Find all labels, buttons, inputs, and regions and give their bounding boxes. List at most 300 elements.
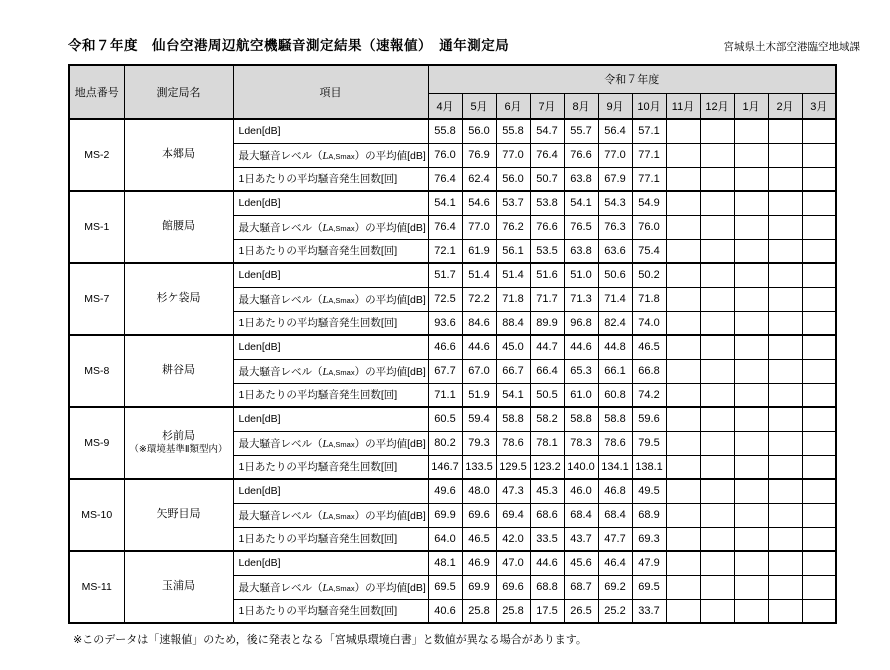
- item-label: [233, 527, 428, 551]
- value-cell: [700, 287, 734, 311]
- value-cell: 84.6: [462, 311, 496, 335]
- value-cell: 68.8: [530, 575, 564, 599]
- value-cell: [802, 359, 836, 383]
- value-cell: 63.8: [564, 239, 598, 263]
- item-label: [233, 455, 428, 479]
- value-cell: 44.6: [530, 551, 564, 575]
- item-label-text: Lden[dB]: [238, 485, 281, 498]
- value-cell: 48.1: [428, 551, 462, 575]
- value-cell: 46.6: [428, 335, 462, 359]
- value-cell: 59.6: [632, 407, 666, 431]
- item-label-text: Lden[dB]: [238, 125, 281, 138]
- value-cell: [666, 503, 700, 527]
- item-label: [233, 599, 428, 623]
- item-label-suffix: ）の平均値[dB]: [354, 437, 426, 450]
- item-label-suffix: ）の平均値[dB]: [354, 581, 426, 594]
- value-cell: [802, 215, 836, 239]
- station-id: MS-2: [69, 119, 124, 191]
- value-cell: [700, 407, 734, 431]
- value-cell: [802, 599, 836, 623]
- value-cell: 33.5: [530, 527, 564, 551]
- value-cell: [768, 479, 802, 503]
- station-name: [124, 551, 233, 623]
- value-cell: 129.5: [496, 455, 530, 479]
- value-cell: 146.7: [428, 455, 462, 479]
- value-cell: [666, 359, 700, 383]
- value-cell: 80.2: [428, 431, 462, 455]
- value-cell: [802, 263, 836, 287]
- value-cell: [666, 191, 700, 215]
- item-label: [233, 215, 428, 239]
- value-cell: [802, 407, 836, 431]
- item-label-text: Lden[dB]: [238, 197, 281, 210]
- item-label-text: Lden[dB]: [238, 413, 281, 426]
- value-cell: 69.9: [462, 575, 496, 599]
- value-cell: [734, 431, 768, 455]
- value-cell: 60.5: [428, 407, 462, 431]
- department-name: 宮城県土木部空港臨空地域課: [723, 41, 860, 53]
- value-cell: [700, 311, 734, 335]
- value-cell: 50.7: [530, 167, 564, 191]
- value-cell: [666, 479, 700, 503]
- value-cell: 71.8: [496, 287, 530, 311]
- value-cell: 63.8: [564, 167, 598, 191]
- item-label-sub: A,Smax: [328, 439, 355, 449]
- value-cell: 58.8: [496, 407, 530, 431]
- station-name-text: 耕谷局: [162, 364, 195, 377]
- value-cell: 47.7: [598, 527, 632, 551]
- item-label: [233, 383, 428, 407]
- value-cell: 66.4: [530, 359, 564, 383]
- item-label-sub: A,Smax: [328, 151, 355, 161]
- value-cell: 79.5: [632, 431, 666, 455]
- value-cell: [802, 311, 836, 335]
- station-name-text: 矢野目局: [156, 508, 201, 521]
- value-cell: 71.3: [564, 287, 598, 311]
- month-header: 8月: [564, 93, 598, 119]
- value-cell: 77.0: [462, 215, 496, 239]
- value-cell: 25.8: [462, 599, 496, 623]
- value-cell: [666, 455, 700, 479]
- value-cell: 67.7: [428, 359, 462, 383]
- item-label-suffix: ）の平均値[dB]: [354, 365, 426, 378]
- value-cell: 54.7: [530, 119, 564, 143]
- item-label: [233, 431, 428, 455]
- value-cell: 46.4: [598, 551, 632, 575]
- value-cell: [768, 191, 802, 215]
- value-cell: 56.1: [496, 239, 530, 263]
- value-cell: 51.9: [462, 383, 496, 407]
- value-cell: 46.8: [598, 479, 632, 503]
- table-row: [69, 263, 836, 287]
- station-name: [124, 479, 233, 551]
- value-cell: 138.1: [632, 455, 666, 479]
- item-label-suffix: ）の平均値[dB]: [354, 293, 426, 306]
- value-cell: [666, 383, 700, 407]
- item-label-symbol: L: [322, 150, 329, 162]
- value-cell: 76.0: [428, 143, 462, 167]
- value-cell: [802, 551, 836, 575]
- month-header: 6月: [496, 93, 530, 119]
- value-cell: [802, 503, 836, 527]
- value-cell: 76.4: [428, 167, 462, 191]
- value-cell: 44.6: [564, 335, 598, 359]
- value-cell: [802, 191, 836, 215]
- col-header-item: 項目: [233, 65, 428, 119]
- value-cell: 134.1: [598, 455, 632, 479]
- value-cell: 66.1: [598, 359, 632, 383]
- value-cell: [768, 527, 802, 551]
- value-cell: 74.2: [632, 383, 666, 407]
- value-cell: 68.4: [564, 503, 598, 527]
- value-cell: 48.0: [462, 479, 496, 503]
- station-name: [124, 335, 233, 407]
- value-cell: 78.6: [598, 431, 632, 455]
- value-cell: 53.8: [530, 191, 564, 215]
- value-cell: 56.0: [496, 167, 530, 191]
- value-cell: [768, 143, 802, 167]
- col-header-station-name: 測定局名: [124, 65, 233, 119]
- value-cell: [734, 335, 768, 359]
- item-label-suffix: ）の平均値[dB]: [354, 149, 426, 162]
- station-id: MS-1: [69, 191, 124, 263]
- item-label-text: 1日あたりの平均騒音発生回数[回]: [238, 605, 398, 618]
- value-cell: [666, 263, 700, 287]
- value-cell: 58.2: [530, 407, 564, 431]
- footnote: ※このデータは「速報値」のため，後に発表となる「宮城県環境白書」と数値が異なる場合があります。: [73, 634, 587, 646]
- value-cell: 77.1: [632, 143, 666, 167]
- item-label-prefix: 最大騒音レベル（: [238, 509, 323, 522]
- value-cell: 33.7: [632, 599, 666, 623]
- item-label-text: 1日あたりの平均騒音発生回数[回]: [238, 173, 398, 186]
- value-cell: 76.2: [496, 215, 530, 239]
- item-label-text: 1日あたりの平均騒音発生回数[回]: [238, 533, 398, 546]
- item-label-symbol: L: [322, 294, 329, 306]
- item-label-text: 1日あたりの平均騒音発生回数[回]: [238, 245, 398, 258]
- value-cell: [768, 407, 802, 431]
- value-cell: 44.7: [530, 335, 564, 359]
- value-cell: 72.5: [428, 287, 462, 311]
- value-cell: [768, 215, 802, 239]
- month-header: 5月: [462, 93, 496, 119]
- item-label: [233, 335, 428, 359]
- item-label-text: Lden[dB]: [238, 341, 281, 354]
- item-label: [233, 575, 428, 599]
- value-cell: [734, 119, 768, 143]
- value-cell: [768, 239, 802, 263]
- value-cell: 71.4: [598, 287, 632, 311]
- station-id: MS-7: [69, 263, 124, 335]
- item-label: [233, 167, 428, 191]
- value-cell: 55.7: [564, 119, 598, 143]
- table-row: [69, 551, 836, 575]
- value-cell: 49.5: [632, 479, 666, 503]
- value-cell: 66.7: [496, 359, 530, 383]
- value-cell: 46.5: [632, 335, 666, 359]
- value-cell: 51.0: [564, 263, 598, 287]
- value-cell: [768, 503, 802, 527]
- value-cell: [734, 191, 768, 215]
- value-cell: 64.0: [428, 527, 462, 551]
- value-cell: 76.4: [530, 143, 564, 167]
- value-cell: [734, 143, 768, 167]
- station-name-text: 杉ケ袋局: [156, 292, 201, 305]
- value-cell: 71.8: [632, 287, 666, 311]
- item-label-suffix: ）の平均値[dB]: [354, 221, 426, 234]
- value-cell: [802, 455, 836, 479]
- value-cell: [700, 527, 734, 551]
- value-cell: 51.4: [496, 263, 530, 287]
- table-row: [69, 335, 836, 359]
- value-cell: [666, 239, 700, 263]
- station-name: [124, 407, 233, 479]
- value-cell: 25.8: [496, 599, 530, 623]
- value-cell: [802, 431, 836, 455]
- item-label-suffix: ）の平均値[dB]: [354, 509, 426, 522]
- value-cell: [734, 503, 768, 527]
- month-header: 7月: [530, 93, 564, 119]
- value-cell: [768, 335, 802, 359]
- value-cell: [734, 527, 768, 551]
- value-cell: 50.2: [632, 263, 666, 287]
- value-cell: 46.0: [564, 479, 598, 503]
- table-row: [69, 407, 836, 431]
- value-cell: 123.2: [530, 455, 564, 479]
- item-label-sub: A,Smax: [328, 511, 355, 521]
- value-cell: 76.9: [462, 143, 496, 167]
- month-header: 3月: [802, 93, 836, 119]
- value-cell: [700, 167, 734, 191]
- value-cell: 61.0: [564, 383, 598, 407]
- item-label: [233, 407, 428, 431]
- value-cell: [768, 383, 802, 407]
- value-cell: [802, 527, 836, 551]
- station-id: MS-11: [69, 551, 124, 623]
- value-cell: 56.4: [598, 119, 632, 143]
- value-cell: 45.3: [530, 479, 564, 503]
- value-cell: [700, 239, 734, 263]
- station-name-text: 本郷局: [162, 148, 195, 161]
- value-cell: 42.0: [496, 527, 530, 551]
- station-name-text: 館腰局: [162, 220, 195, 233]
- table-body: [69, 119, 836, 623]
- item-label: [233, 311, 428, 335]
- value-cell: 54.1: [564, 191, 598, 215]
- value-cell: [734, 575, 768, 599]
- value-cell: 45.6: [564, 551, 598, 575]
- item-label-text: 1日あたりの平均騒音発生回数[回]: [238, 389, 398, 402]
- item-label-sub: A,Smax: [328, 367, 355, 377]
- item-label-symbol: L: [322, 222, 329, 234]
- item-label: [233, 239, 428, 263]
- value-cell: 69.2: [598, 575, 632, 599]
- value-cell: 69.3: [632, 527, 666, 551]
- month-header: 11月: [666, 93, 700, 119]
- value-cell: [666, 599, 700, 623]
- value-cell: [700, 479, 734, 503]
- value-cell: 76.6: [564, 143, 598, 167]
- value-cell: 74.0: [632, 311, 666, 335]
- value-cell: [768, 119, 802, 143]
- value-cell: 76.5: [564, 215, 598, 239]
- item-label-prefix: 最大騒音レベル（: [238, 293, 323, 306]
- item-label-symbol: L: [322, 366, 329, 378]
- item-label-sub: A,Smax: [328, 583, 355, 593]
- col-header-fiscal-year: 令和７年度: [428, 65, 836, 93]
- item-label: [233, 503, 428, 527]
- value-cell: 78.1: [530, 431, 564, 455]
- value-cell: 60.8: [598, 383, 632, 407]
- value-cell: [734, 263, 768, 287]
- value-cell: [700, 263, 734, 287]
- value-cell: [666, 311, 700, 335]
- value-cell: 47.3: [496, 479, 530, 503]
- value-cell: 58.8: [598, 407, 632, 431]
- value-cell: [700, 455, 734, 479]
- value-cell: 66.8: [632, 359, 666, 383]
- value-cell: 63.6: [598, 239, 632, 263]
- page-title: 令和７年度 仙台空港周辺航空機騒音測定結果（速報値） 通年測定局: [68, 38, 510, 53]
- value-cell: 96.8: [564, 311, 598, 335]
- item-label-text: Lden[dB]: [238, 557, 281, 570]
- value-cell: 82.4: [598, 311, 632, 335]
- table-row: [69, 119, 836, 143]
- value-cell: 54.6: [462, 191, 496, 215]
- month-header: 12月: [700, 93, 734, 119]
- value-cell: 51.6: [530, 263, 564, 287]
- value-cell: 45.0: [496, 335, 530, 359]
- item-label-sub: A,Smax: [328, 223, 355, 233]
- value-cell: 56.0: [462, 119, 496, 143]
- item-label-text: Lden[dB]: [238, 269, 281, 282]
- value-cell: 50.5: [530, 383, 564, 407]
- value-cell: 62.4: [462, 167, 496, 191]
- value-cell: 58.8: [564, 407, 598, 431]
- col-header-point-no: 地点番号: [69, 65, 124, 119]
- value-cell: 47.0: [496, 551, 530, 575]
- value-cell: [666, 407, 700, 431]
- value-cell: 54.1: [496, 383, 530, 407]
- station-id: MS-8: [69, 335, 124, 407]
- value-cell: [734, 479, 768, 503]
- station-id: MS-10: [69, 479, 124, 551]
- table-row: [69, 479, 836, 503]
- station-name: [124, 191, 233, 263]
- value-cell: 140.0: [564, 455, 598, 479]
- station-name-text: 玉浦局: [162, 580, 195, 593]
- value-cell: 40.6: [428, 599, 462, 623]
- value-cell: [768, 311, 802, 335]
- value-cell: 46.5: [462, 527, 496, 551]
- value-cell: [734, 599, 768, 623]
- value-cell: 46.9: [462, 551, 496, 575]
- item-label: [233, 551, 428, 575]
- value-cell: 71.7: [530, 287, 564, 311]
- item-label: [233, 143, 428, 167]
- item-label-prefix: 最大騒音レベル（: [238, 365, 323, 378]
- value-cell: [734, 311, 768, 335]
- value-cell: [768, 287, 802, 311]
- value-cell: [802, 335, 836, 359]
- value-cell: 44.6: [462, 335, 496, 359]
- value-cell: 50.6: [598, 263, 632, 287]
- value-cell: [666, 431, 700, 455]
- value-cell: [700, 575, 734, 599]
- value-cell: [768, 455, 802, 479]
- value-cell: [734, 383, 768, 407]
- value-cell: 68.6: [530, 503, 564, 527]
- value-cell: 88.4: [496, 311, 530, 335]
- value-cell: [768, 263, 802, 287]
- station-id: MS-9: [69, 407, 124, 479]
- value-cell: [734, 455, 768, 479]
- value-cell: 69.9: [428, 503, 462, 527]
- value-cell: [700, 191, 734, 215]
- month-header: 2月: [768, 93, 802, 119]
- value-cell: [700, 431, 734, 455]
- value-cell: [802, 383, 836, 407]
- value-cell: 69.6: [462, 503, 496, 527]
- item-label-sub: A,Smax: [328, 295, 355, 305]
- value-cell: 59.4: [462, 407, 496, 431]
- item-label-prefix: 最大騒音レベル（: [238, 149, 323, 162]
- value-cell: [768, 599, 802, 623]
- value-cell: [802, 239, 836, 263]
- value-cell: 61.9: [462, 239, 496, 263]
- value-cell: [666, 143, 700, 167]
- station-note: （※環境基準Ⅱ類型内）: [129, 443, 228, 455]
- value-cell: 69.6: [496, 575, 530, 599]
- value-cell: 71.1: [428, 383, 462, 407]
- value-cell: [700, 119, 734, 143]
- value-cell: [666, 167, 700, 191]
- value-cell: 67.0: [462, 359, 496, 383]
- value-cell: 69.5: [632, 575, 666, 599]
- value-cell: 54.9: [632, 191, 666, 215]
- station-name: [124, 263, 233, 335]
- value-cell: 54.3: [598, 191, 632, 215]
- value-cell: [768, 551, 802, 575]
- value-cell: [802, 287, 836, 311]
- value-cell: 78.6: [496, 431, 530, 455]
- value-cell: 68.9: [632, 503, 666, 527]
- value-cell: 65.3: [564, 359, 598, 383]
- value-cell: [734, 407, 768, 431]
- value-cell: 76.4: [428, 215, 462, 239]
- value-cell: 68.4: [598, 503, 632, 527]
- item-label: [233, 287, 428, 311]
- value-cell: [666, 119, 700, 143]
- value-cell: [768, 431, 802, 455]
- value-cell: 53.5: [530, 239, 564, 263]
- value-cell: 55.8: [428, 119, 462, 143]
- item-label-prefix: 最大騒音レベル（: [238, 437, 323, 450]
- value-cell: [666, 335, 700, 359]
- value-cell: [666, 575, 700, 599]
- value-cell: [700, 599, 734, 623]
- item-label: [233, 191, 428, 215]
- value-cell: [666, 215, 700, 239]
- month-header: 9月: [598, 93, 632, 119]
- value-cell: [700, 143, 734, 167]
- item-label: [233, 263, 428, 287]
- month-header: 4月: [428, 93, 462, 119]
- table-row: [69, 191, 836, 215]
- value-cell: 72.1: [428, 239, 462, 263]
- value-cell: [802, 119, 836, 143]
- value-cell: [700, 383, 734, 407]
- value-cell: [700, 503, 734, 527]
